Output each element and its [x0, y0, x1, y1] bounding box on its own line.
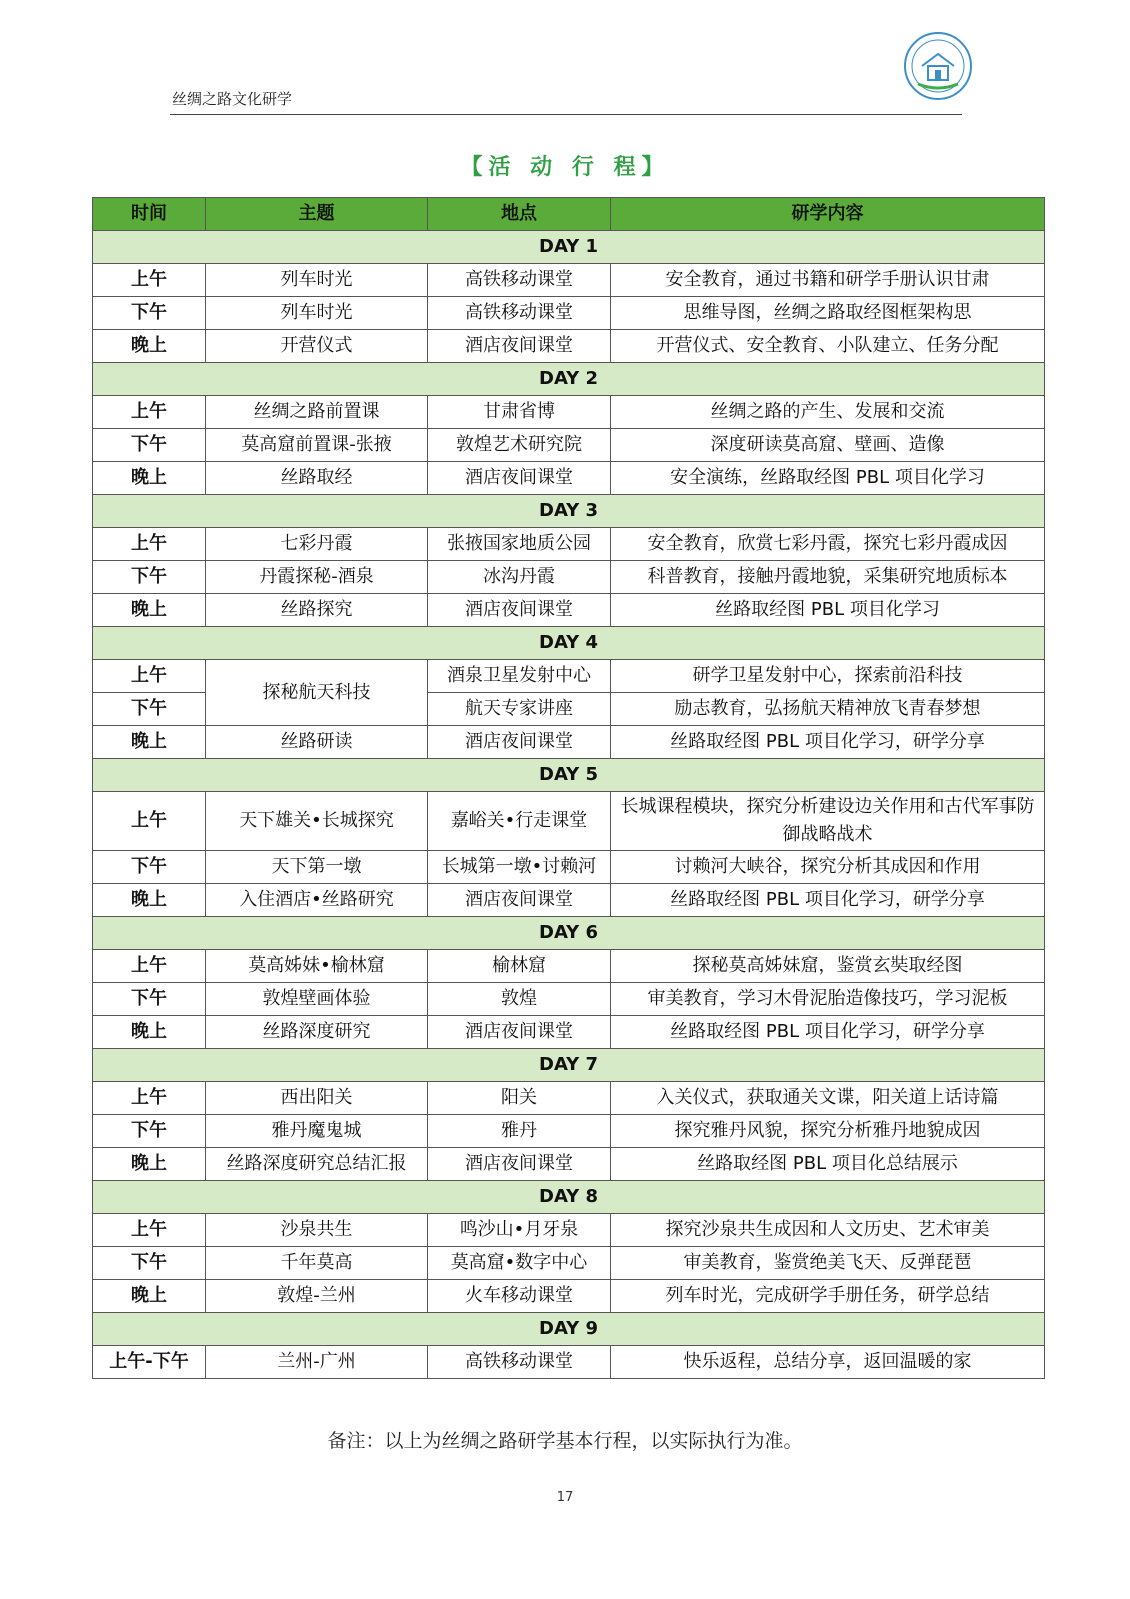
- table-row: [93, 1280, 1045, 1313]
- day-label: DAY 7: [93, 1049, 1045, 1082]
- cell-theme: 丹霞探秘-酒泉: [206, 561, 428, 594]
- cell-time: 上午: [93, 792, 206, 851]
- cell-content: 探秘莫高姊妹窟，鉴赏玄奘取经图: [611, 950, 1045, 983]
- cell-time: 下午: [93, 693, 206, 726]
- cell-theme: 莫高姊妹•榆林窟: [206, 950, 428, 983]
- cell-place: 高铁移动课堂: [428, 1346, 611, 1379]
- cell-place: 酒泉卫星发射中心: [428, 660, 611, 693]
- day-band: [93, 917, 1045, 950]
- cell-theme: 莫高窟前置课-张掖: [206, 429, 428, 462]
- cell-place: 酒店夜间课堂: [428, 462, 611, 495]
- table-row: [93, 1016, 1045, 1049]
- table-row: [93, 950, 1045, 983]
- column-header-time: 时间: [93, 198, 206, 231]
- cell-time: 晚上: [93, 1148, 206, 1181]
- cell-theme: 西出阳关: [206, 1082, 428, 1115]
- cell-time: 晚上: [93, 594, 206, 627]
- cell-place: 高铁移动课堂: [428, 264, 611, 297]
- cell-content: 开营仪式、安全教育、小队建立、任务分配: [611, 330, 1045, 363]
- cell-theme: 天下雄关•长城探究: [206, 792, 428, 851]
- day-label: DAY 9: [93, 1313, 1045, 1346]
- cell-time: 晚上: [93, 462, 206, 495]
- day-label: DAY 8: [93, 1181, 1045, 1214]
- cell-theme: 列车时光: [206, 297, 428, 330]
- cell-time: 下午: [93, 1115, 206, 1148]
- day-label: DAY 3: [93, 495, 1045, 528]
- cell-content: 丝路取经图 PBL 项目化学习，研学分享: [611, 1016, 1045, 1049]
- cell-time: 下午: [93, 983, 206, 1016]
- cell-time: 下午: [93, 429, 206, 462]
- cell-content: 研学卫星发射中心，探索前沿科技: [611, 660, 1045, 693]
- table-row: [93, 660, 1045, 693]
- itinerary-table: [92, 197, 1045, 1379]
- cell-place: 酒店夜间课堂: [428, 594, 611, 627]
- cell-content: 丝路取经图 PBL 项目化学习，研学分享: [611, 726, 1045, 759]
- cell-time: 上午: [93, 396, 206, 429]
- cell-content: 快乐返程，总结分享，返回温暖的家: [611, 1346, 1045, 1379]
- cell-content: 科普教育，接触丹霞地貌，采集研究地质标本: [611, 561, 1045, 594]
- cell-time: 晚上: [93, 330, 206, 363]
- cell-content: 安全演练，丝路取经图 PBL 项目化学习: [611, 462, 1045, 495]
- table-row: [93, 983, 1045, 1016]
- cell-place: 鸣沙山•月牙泉: [428, 1214, 611, 1247]
- cell-theme: 千年莫高: [206, 1247, 428, 1280]
- cell-theme: 丝路探究: [206, 594, 428, 627]
- table-row: [93, 1346, 1045, 1379]
- day-band: [93, 1049, 1045, 1082]
- cell-place: 火车移动课堂: [428, 1280, 611, 1313]
- school-seal-logo-icon: [902, 30, 974, 102]
- table-row: [93, 726, 1045, 759]
- cell-time: 下午: [93, 297, 206, 330]
- table-row: [93, 561, 1045, 594]
- column-header-place: 地点: [428, 198, 611, 231]
- cell-time: 晚上: [93, 726, 206, 759]
- table-row: [93, 528, 1045, 561]
- day-band: [93, 363, 1045, 396]
- cell-theme: 丝路深度研究总结汇报: [206, 1148, 428, 1181]
- cell-place: 榆林窟: [428, 950, 611, 983]
- cell-content: 丝路取经图 PBL 项目化总结展示: [611, 1148, 1045, 1181]
- table-row: [93, 884, 1045, 917]
- cell-place: 酒店夜间课堂: [428, 1148, 611, 1181]
- table-row: [93, 851, 1045, 884]
- day-band: [93, 1313, 1045, 1346]
- cell-time: 晚上: [93, 1280, 206, 1313]
- day-band: [93, 231, 1045, 264]
- cell-theme: 丝路深度研究: [206, 1016, 428, 1049]
- cell-place: 甘肃省博: [428, 396, 611, 429]
- table-row: [93, 297, 1045, 330]
- cell-place: 敦煌: [428, 983, 611, 1016]
- cell-theme: 敦煌壁画体验: [206, 983, 428, 1016]
- cell-theme: 雅丹魔鬼城: [206, 1115, 428, 1148]
- cell-time: 上午-下午: [93, 1346, 206, 1379]
- table-row: [93, 1214, 1045, 1247]
- cell-time: 晚上: [93, 1016, 206, 1049]
- cell-place: 冰沟丹霞: [428, 561, 611, 594]
- cell-place: 阳关: [428, 1082, 611, 1115]
- cell-place: 张掖国家地质公园: [428, 528, 611, 561]
- cell-theme: 敦煌-兰州: [206, 1280, 428, 1313]
- cell-content: 入关仪式，获取通关文谍，阳关道上话诗篇: [611, 1082, 1045, 1115]
- cell-time: 上午: [93, 264, 206, 297]
- cell-theme: 丝绸之路前置课: [206, 396, 428, 429]
- cell-content: 安全教育，通过书籍和研学手册认识甘肃: [611, 264, 1045, 297]
- day-label: DAY 6: [93, 917, 1045, 950]
- cell-content: 探究雅丹风貌，探究分析雅丹地貌成因: [611, 1115, 1045, 1148]
- page-number: 17: [556, 1490, 574, 1505]
- table-row: [93, 594, 1045, 627]
- page-title: 【活 动 行 程】: [460, 155, 670, 180]
- table-row: [93, 792, 1045, 851]
- table-row: [93, 1247, 1045, 1280]
- cell-content: 励志教育，弘扬航天精神放飞青春梦想: [611, 693, 1045, 726]
- column-header-content: 研学内容: [611, 198, 1045, 231]
- cell-theme: 丝路研读: [206, 726, 428, 759]
- cell-content: 丝路取经图 PBL 项目化学习，研学分享: [611, 884, 1045, 917]
- table-row: [93, 462, 1045, 495]
- cell-content: 安全教育，欣赏七彩丹霞，探究七彩丹霞成因: [611, 528, 1045, 561]
- cell-theme: 开营仪式: [206, 330, 428, 363]
- day-label: DAY 4: [93, 627, 1045, 660]
- cell-time: 下午: [93, 1247, 206, 1280]
- cell-place: 莫高窟•数字中心: [428, 1247, 611, 1280]
- cell-theme: 探秘航天科技: [206, 660, 428, 726]
- table-header-row: [93, 198, 1045, 231]
- column-header-theme: 主题: [206, 198, 428, 231]
- cell-theme: 丝路取经: [206, 462, 428, 495]
- day-band: [93, 759, 1045, 792]
- cell-content: 丝绸之路的产生、发展和交流: [611, 396, 1045, 429]
- table-row: [93, 264, 1045, 297]
- cell-place: 嘉峪关•行走课堂: [428, 792, 611, 851]
- cell-place: 酒店夜间课堂: [428, 726, 611, 759]
- cell-content: 思维导图，丝绸之路取经图框架构思: [611, 297, 1045, 330]
- cell-time: 上午: [93, 950, 206, 983]
- cell-time: 晚上: [93, 884, 206, 917]
- table-row: [93, 330, 1045, 363]
- cell-time: 下午: [93, 561, 206, 594]
- cell-time: 上午: [93, 1082, 206, 1115]
- cell-content: 审美教育，学习木骨泥胎造像技巧，学习泥板: [611, 983, 1045, 1016]
- table-row: [93, 396, 1045, 429]
- header-divider: [170, 114, 962, 115]
- cell-content: 长城课程模块，探究分析建设边关作用和古代军事防御战略战术: [611, 792, 1045, 851]
- day-label: DAY 5: [93, 759, 1045, 792]
- cell-content: 丝路取经图 PBL 项目化学习: [611, 594, 1045, 627]
- cell-place: 雅丹: [428, 1115, 611, 1148]
- cell-content: 审美教育，鉴赏绝美飞天、反弹琵琶: [611, 1247, 1045, 1280]
- table-row: [93, 429, 1045, 462]
- cell-place: 长城第一墩•讨赖河: [428, 851, 611, 884]
- cell-time: 上午: [93, 528, 206, 561]
- table-row: [93, 1148, 1045, 1181]
- day-band: [93, 1181, 1045, 1214]
- cell-time: 上午: [93, 660, 206, 693]
- cell-place: 酒店夜间课堂: [428, 884, 611, 917]
- cell-place: 航天专家讲座: [428, 693, 611, 726]
- day-band: [93, 627, 1045, 660]
- cell-content: 讨赖河大峡谷，探究分析其成因和作用: [611, 851, 1045, 884]
- document-header-title: 丝绸之路文化研学: [172, 90, 293, 108]
- cell-place: 酒店夜间课堂: [428, 1016, 611, 1049]
- cell-content: 列车时光，完成研学手册任务，研学总结: [611, 1280, 1045, 1313]
- cell-theme: 沙泉共生: [206, 1214, 428, 1247]
- cell-theme: 列车时光: [206, 264, 428, 297]
- cell-time: 下午: [93, 851, 206, 884]
- cell-place: 高铁移动课堂: [428, 297, 611, 330]
- cell-theme: 七彩丹霞: [206, 528, 428, 561]
- day-band: [93, 495, 1045, 528]
- cell-theme: 天下第一墩: [206, 851, 428, 884]
- table-row: [93, 1082, 1045, 1115]
- cell-place: 敦煌艺术研究院: [428, 429, 611, 462]
- cell-content: 探究沙泉共生成因和人文历史、艺术审美: [611, 1214, 1045, 1247]
- cell-theme: 兰州-广州: [206, 1346, 428, 1379]
- itinerary-note: 备注：以上为丝绸之路研学基本行程，以实际执行为准。: [327, 1430, 803, 1452]
- day-label: DAY 2: [93, 363, 1045, 396]
- table-row: [93, 1115, 1045, 1148]
- day-label: DAY 1: [93, 231, 1045, 264]
- cell-time: 上午: [93, 1214, 206, 1247]
- cell-content: 深度研读莫高窟、壁画、造像: [611, 429, 1045, 462]
- cell-place: 酒店夜间课堂: [428, 330, 611, 363]
- cell-theme: 入住酒店•丝路研究: [206, 884, 428, 917]
